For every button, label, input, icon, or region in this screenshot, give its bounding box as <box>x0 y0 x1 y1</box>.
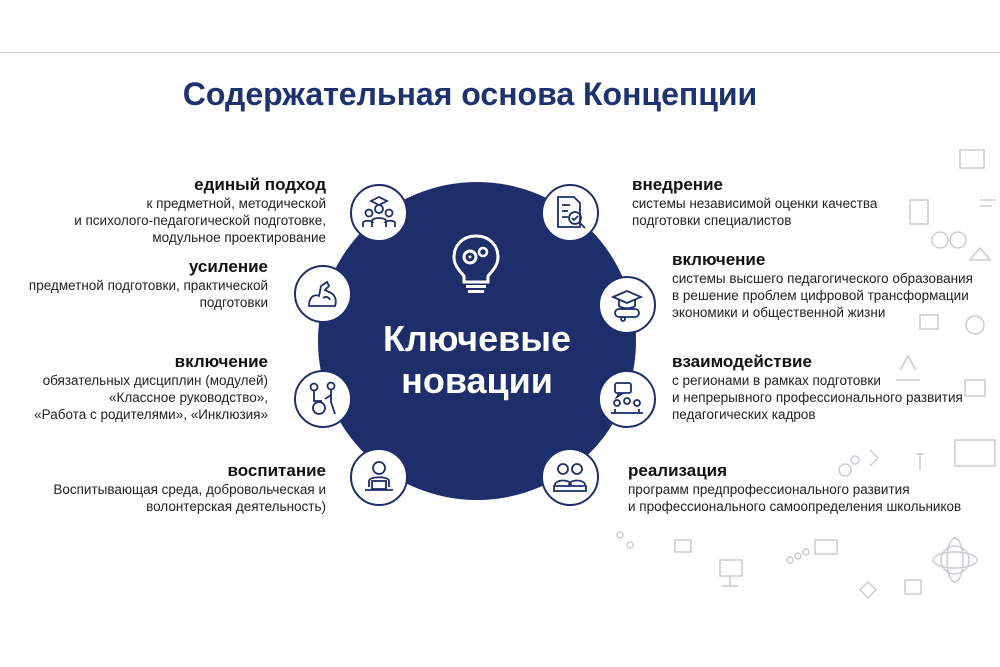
center-label-line1: Ключевые <box>382 318 572 359</box>
person-laptop-icon <box>361 459 397 495</box>
right-item-4-heading: реализация <box>628 461 728 480</box>
page-title: Содержательная основа Концепции <box>182 76 758 112</box>
right-item-4-line2: и профессионального самоопределения школьников <box>628 499 962 514</box>
node-flexed-arm <box>294 265 352 323</box>
left-item-3-line3: «Работа с родителями», «Инклюзия» <box>34 407 268 422</box>
right-item-2-line2: в решение проблем цифровой трансформации <box>672 288 969 303</box>
node-wheelchair-care <box>294 370 352 428</box>
right-item-1-heading: внедрение <box>632 175 723 194</box>
students-desk-icon <box>552 459 588 495</box>
right-item-1-line1: системы независимой оценки качества <box>632 196 878 211</box>
left-item-3-line2: «Классное руководство», <box>109 390 268 405</box>
left-item-1-line2: и психолого-педагогической подготовке, <box>74 213 326 228</box>
node-person-laptop <box>350 448 408 506</box>
right-item-3-line3: педагогических кадров <box>672 407 816 422</box>
left-item-3 <box>34 352 268 423</box>
top-divider <box>0 52 1000 53</box>
node-students <box>541 448 599 506</box>
node-diploma <box>598 276 656 334</box>
flexed-arm-icon <box>305 276 341 312</box>
people-graduation-icon <box>361 195 397 231</box>
left-item-2-line1: предметной подготовки, практической <box>28 278 268 293</box>
center-label-line2: новации <box>401 360 553 401</box>
checklist-magnifier-icon <box>552 195 588 231</box>
left-item-2 <box>29 257 268 311</box>
right-item-3-line2: и непрерывного профессионального развития <box>672 390 963 405</box>
left-item-4-heading: воспитание <box>227 461 326 480</box>
wheelchair-care-icon <box>305 381 341 417</box>
right-item-1-line2: подготовки специалистов <box>632 213 792 228</box>
lightbulb-gears-icon <box>450 232 502 296</box>
left-item-4 <box>53 461 326 515</box>
left-item-1-heading: единый подход <box>194 175 326 194</box>
right-item-3 <box>672 352 963 423</box>
left-item-4-line1: Воспитывающая среда, добровольческая и <box>53 482 326 497</box>
right-item-3-heading: взаимодействие <box>672 352 812 371</box>
right-item-2 <box>672 250 973 321</box>
right-item-1 <box>632 175 877 229</box>
node-people-graduation <box>350 184 408 242</box>
left-item-1-line1: к предметной, методической <box>146 196 326 211</box>
left-item-1-line3: модульное проектирование <box>152 230 326 245</box>
node-checklist <box>541 184 599 242</box>
right-item-2-line1: системы высшего педагогического образования <box>672 271 973 286</box>
left-item-2-heading: усиление <box>188 257 268 276</box>
node-meeting <box>598 370 656 428</box>
diploma-cap-icon <box>609 287 645 323</box>
center-label <box>318 318 636 402</box>
left-item-3-heading: включение <box>174 352 268 371</box>
right-item-2-heading: включение <box>672 250 766 269</box>
left-item-4-line2: волонтерская деятельность) <box>146 499 326 514</box>
meeting-chat-icon <box>609 381 645 417</box>
left-item-2-line2: подготовки <box>199 295 268 310</box>
right-item-2-line3: экономики и общественной жизни <box>672 305 886 320</box>
right-item-3-line1: с регионами в рамках подготовки <box>672 373 881 388</box>
left-item-3-line1: обязательных дисциплин (модулей) <box>42 373 268 388</box>
right-item-4-line1: программ предпрофессионального развития <box>628 482 910 497</box>
left-item-1 <box>74 175 326 246</box>
right-item-4 <box>628 461 961 515</box>
